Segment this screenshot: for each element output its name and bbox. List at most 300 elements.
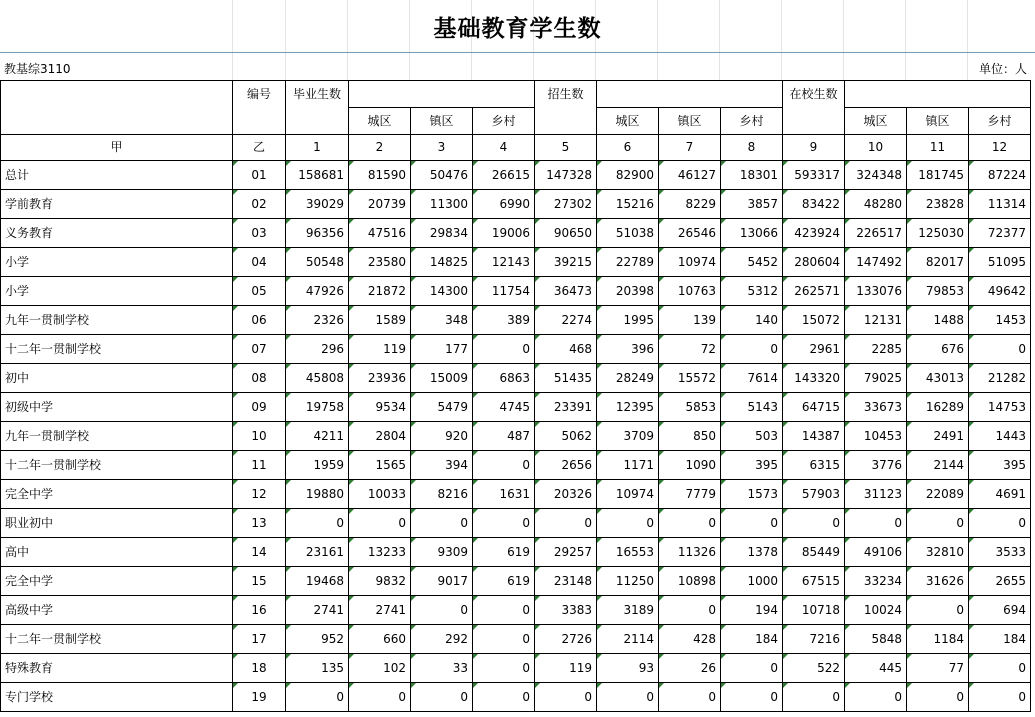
value-cell[interactable]: 21282 bbox=[969, 364, 1031, 393]
value-cell[interactable]: 445 bbox=[845, 654, 907, 683]
value-cell[interactable]: 0 bbox=[473, 683, 535, 712]
value-cell[interactable]: 2274 bbox=[535, 306, 597, 335]
value-cell[interactable]: 14825 bbox=[411, 248, 473, 277]
value-cell[interactable]: 0 bbox=[969, 683, 1031, 712]
value-cell[interactable]: 27302 bbox=[535, 190, 597, 219]
row-code-cell[interactable]: 14 bbox=[233, 538, 286, 567]
header-rural[interactable]: 乡村 bbox=[473, 108, 535, 135]
value-cell[interactable]: 158681 bbox=[286, 161, 349, 190]
header-enrollment[interactable]: 招生数 bbox=[535, 81, 597, 135]
value-cell[interactable]: 0 bbox=[597, 683, 659, 712]
value-cell[interactable]: 28249 bbox=[597, 364, 659, 393]
value-cell[interactable]: 19006 bbox=[473, 219, 535, 248]
header-col-number[interactable]: 12 bbox=[969, 135, 1031, 161]
value-cell[interactable]: 77 bbox=[907, 654, 969, 683]
value-cell[interactable]: 5848 bbox=[845, 625, 907, 654]
value-cell[interactable]: 22789 bbox=[597, 248, 659, 277]
value-cell[interactable]: 32810 bbox=[907, 538, 969, 567]
value-cell[interactable]: 0 bbox=[659, 596, 721, 625]
row-code-cell[interactable]: 08 bbox=[233, 364, 286, 393]
value-cell[interactable]: 14300 bbox=[411, 277, 473, 306]
value-cell[interactable]: 1378 bbox=[721, 538, 783, 567]
value-cell[interactable]: 3709 bbox=[597, 422, 659, 451]
value-cell[interactable]: 0 bbox=[473, 654, 535, 683]
row-label-cell[interactable]: 总计 bbox=[1, 161, 233, 190]
value-cell[interactable]: 292 bbox=[411, 625, 473, 654]
value-cell[interactable]: 2741 bbox=[286, 596, 349, 625]
header-urban[interactable]: 城区 bbox=[597, 108, 659, 135]
value-cell[interactable]: 64715 bbox=[783, 393, 845, 422]
header-enrollment-area-group[interactable] bbox=[597, 81, 783, 108]
value-cell[interactable]: 13066 bbox=[721, 219, 783, 248]
value-cell[interactable]: 5853 bbox=[659, 393, 721, 422]
header-col-number[interactable]: 8 bbox=[721, 135, 783, 161]
value-cell[interactable]: 1565 bbox=[349, 451, 411, 480]
row-code-cell[interactable]: 13 bbox=[233, 509, 286, 538]
value-cell[interactable]: 12395 bbox=[597, 393, 659, 422]
value-cell[interactable]: 19758 bbox=[286, 393, 349, 422]
value-cell[interactable]: 694 bbox=[969, 596, 1031, 625]
value-cell[interactable]: 23391 bbox=[535, 393, 597, 422]
value-cell[interactable]: 0 bbox=[907, 596, 969, 625]
row-code-cell[interactable]: 16 bbox=[233, 596, 286, 625]
value-cell[interactable]: 0 bbox=[473, 596, 535, 625]
row-label-cell[interactable]: 小学 bbox=[1, 248, 233, 277]
value-cell[interactable]: 26 bbox=[659, 654, 721, 683]
value-cell[interactable]: 33673 bbox=[845, 393, 907, 422]
header-town[interactable]: 镇区 bbox=[659, 108, 721, 135]
header-blank-cell[interactable] bbox=[1, 81, 233, 135]
value-cell[interactable]: 1184 bbox=[907, 625, 969, 654]
value-cell[interactable]: 90650 bbox=[535, 219, 597, 248]
value-cell[interactable]: 0 bbox=[721, 509, 783, 538]
value-cell[interactable]: 83422 bbox=[783, 190, 845, 219]
value-cell[interactable]: 3857 bbox=[721, 190, 783, 219]
value-cell[interactable]: 47926 bbox=[286, 277, 349, 306]
value-cell[interactable]: 23148 bbox=[535, 567, 597, 596]
value-cell[interactable]: 10974 bbox=[597, 480, 659, 509]
value-cell[interactable]: 19880 bbox=[286, 480, 349, 509]
header-col-number[interactable]: 7 bbox=[659, 135, 721, 161]
row-label-cell[interactable]: 九年一贯制学校 bbox=[1, 422, 233, 451]
value-cell[interactable]: 18301 bbox=[721, 161, 783, 190]
value-cell[interactable]: 72377 bbox=[969, 219, 1031, 248]
value-cell[interactable]: 0 bbox=[473, 625, 535, 654]
value-cell[interactable]: 15216 bbox=[597, 190, 659, 219]
value-cell[interactable]: 177 bbox=[411, 335, 473, 364]
value-cell[interactable]: 0 bbox=[783, 509, 845, 538]
header-col-number[interactable]: 2 bbox=[349, 135, 411, 161]
value-cell[interactable]: 46127 bbox=[659, 161, 721, 190]
row-code-cell[interactable]: 07 bbox=[233, 335, 286, 364]
value-cell[interactable]: 2655 bbox=[969, 567, 1031, 596]
header-urban[interactable]: 城区 bbox=[845, 108, 907, 135]
value-cell[interactable]: 11754 bbox=[473, 277, 535, 306]
value-cell[interactable]: 0 bbox=[597, 509, 659, 538]
value-cell[interactable]: 1453 bbox=[969, 306, 1031, 335]
value-cell[interactable]: 226517 bbox=[845, 219, 907, 248]
value-cell[interactable]: 676 bbox=[907, 335, 969, 364]
value-cell[interactable]: 72 bbox=[659, 335, 721, 364]
value-cell[interactable]: 39215 bbox=[535, 248, 597, 277]
value-cell[interactable]: 395 bbox=[969, 451, 1031, 480]
value-cell[interactable]: 29834 bbox=[411, 219, 473, 248]
value-cell[interactable]: 396 bbox=[597, 335, 659, 364]
value-cell[interactable]: 143320 bbox=[783, 364, 845, 393]
value-cell[interactable]: 0 bbox=[907, 683, 969, 712]
value-cell[interactable]: 1171 bbox=[597, 451, 659, 480]
value-cell[interactable]: 184 bbox=[969, 625, 1031, 654]
value-cell[interactable]: 619 bbox=[473, 567, 535, 596]
header-col-number[interactable]: 3 bbox=[411, 135, 473, 161]
value-cell[interactable]: 593317 bbox=[783, 161, 845, 190]
value-cell[interactable]: 1488 bbox=[907, 306, 969, 335]
value-cell[interactable]: 1090 bbox=[659, 451, 721, 480]
value-cell[interactable]: 45808 bbox=[286, 364, 349, 393]
value-cell[interactable]: 2656 bbox=[535, 451, 597, 480]
value-cell[interactable]: 14753 bbox=[969, 393, 1031, 422]
value-cell[interactable]: 57903 bbox=[783, 480, 845, 509]
value-cell[interactable]: 5062 bbox=[535, 422, 597, 451]
value-cell[interactable]: 135 bbox=[286, 654, 349, 683]
value-cell[interactable]: 51435 bbox=[535, 364, 597, 393]
header-graduates[interactable]: 毕业生数 bbox=[286, 81, 349, 135]
value-cell[interactable]: 81590 bbox=[349, 161, 411, 190]
value-cell[interactable]: 0 bbox=[721, 654, 783, 683]
value-cell[interactable]: 15009 bbox=[411, 364, 473, 393]
value-cell[interactable]: 2326 bbox=[286, 306, 349, 335]
row-code-cell[interactable]: 05 bbox=[233, 277, 286, 306]
value-cell[interactable]: 9534 bbox=[349, 393, 411, 422]
value-cell[interactable]: 2741 bbox=[349, 596, 411, 625]
value-cell[interactable]: 3776 bbox=[845, 451, 907, 480]
value-cell[interactable]: 10024 bbox=[845, 596, 907, 625]
header-col-number[interactable]: 4 bbox=[473, 135, 535, 161]
value-cell[interactable]: 16289 bbox=[907, 393, 969, 422]
value-cell[interactable]: 7779 bbox=[659, 480, 721, 509]
value-cell[interactable]: 0 bbox=[969, 335, 1031, 364]
value-cell[interactable]: 1631 bbox=[473, 480, 535, 509]
value-cell[interactable]: 20398 bbox=[597, 277, 659, 306]
value-cell[interactable]: 23580 bbox=[349, 248, 411, 277]
value-cell[interactable]: 395 bbox=[721, 451, 783, 480]
value-cell[interactable]: 262571 bbox=[783, 277, 845, 306]
value-cell[interactable]: 10718 bbox=[783, 596, 845, 625]
value-cell[interactable]: 15072 bbox=[783, 306, 845, 335]
header-rural[interactable]: 乡村 bbox=[969, 108, 1031, 135]
row-code-cell[interactable]: 18 bbox=[233, 654, 286, 683]
value-cell[interactable]: 952 bbox=[286, 625, 349, 654]
value-cell[interactable]: 7614 bbox=[721, 364, 783, 393]
value-cell[interactable]: 1995 bbox=[597, 306, 659, 335]
value-cell[interactable]: 23936 bbox=[349, 364, 411, 393]
value-cell[interactable]: 10033 bbox=[349, 480, 411, 509]
row-code-cell[interactable]: 02 bbox=[233, 190, 286, 219]
header-in-school[interactable]: 在校生数 bbox=[783, 81, 845, 135]
row-code-cell[interactable]: 01 bbox=[233, 161, 286, 190]
row-label-cell[interactable]: 专门学校 bbox=[1, 683, 233, 712]
header-in-school-area-group[interactable] bbox=[845, 81, 1031, 108]
value-cell[interactable]: 5452 bbox=[721, 248, 783, 277]
value-cell[interactable]: 31626 bbox=[907, 567, 969, 596]
value-cell[interactable]: 87224 bbox=[969, 161, 1031, 190]
value-cell[interactable]: 20739 bbox=[349, 190, 411, 219]
table-row bbox=[1, 393, 1031, 422]
row-code-cell[interactable]: 12 bbox=[233, 480, 286, 509]
row-code-cell[interactable]: 17 bbox=[233, 625, 286, 654]
value-cell[interactable]: 125030 bbox=[907, 219, 969, 248]
value-cell[interactable]: 11300 bbox=[411, 190, 473, 219]
value-cell[interactable]: 79853 bbox=[907, 277, 969, 306]
value-cell[interactable]: 49106 bbox=[845, 538, 907, 567]
table-row bbox=[1, 625, 1031, 654]
value-cell[interactable]: 1589 bbox=[349, 306, 411, 335]
value-cell[interactable]: 324348 bbox=[845, 161, 907, 190]
row-label-cell[interactable]: 初级中学 bbox=[1, 393, 233, 422]
row-label-cell[interactable]: 特殊教育 bbox=[1, 654, 233, 683]
value-cell[interactable]: 920 bbox=[411, 422, 473, 451]
value-cell[interactable]: 0 bbox=[473, 509, 535, 538]
value-cell[interactable]: 29257 bbox=[535, 538, 597, 567]
value-cell[interactable]: 4691 bbox=[969, 480, 1031, 509]
value-cell[interactable]: 79025 bbox=[845, 364, 907, 393]
value-cell[interactable]: 26615 bbox=[473, 161, 535, 190]
value-cell[interactable]: 1443 bbox=[969, 422, 1031, 451]
value-cell[interactable]: 7216 bbox=[783, 625, 845, 654]
row-label-cell[interactable]: 十二年一贯制学校 bbox=[1, 335, 233, 364]
value-cell[interactable]: 33234 bbox=[845, 567, 907, 596]
value-cell[interactable]: 147492 bbox=[845, 248, 907, 277]
row-label-cell[interactable]: 十二年一贯制学校 bbox=[1, 625, 233, 654]
value-cell[interactable]: 12143 bbox=[473, 248, 535, 277]
value-cell[interactable]: 9017 bbox=[411, 567, 473, 596]
value-cell[interactable]: 0 bbox=[535, 683, 597, 712]
value-cell[interactable]: 14387 bbox=[783, 422, 845, 451]
row-code-cell[interactable]: 06 bbox=[233, 306, 286, 335]
value-cell[interactable]: 36473 bbox=[535, 277, 597, 306]
value-cell[interactable]: 296 bbox=[286, 335, 349, 364]
header-rural[interactable]: 乡村 bbox=[721, 108, 783, 135]
value-cell[interactable]: 487 bbox=[473, 422, 535, 451]
row-label-cell[interactable]: 九年一贯制学校 bbox=[1, 306, 233, 335]
value-cell[interactable]: 0 bbox=[286, 683, 349, 712]
value-cell[interactable]: 0 bbox=[411, 683, 473, 712]
value-cell[interactable]: 11250 bbox=[597, 567, 659, 596]
value-cell[interactable]: 119 bbox=[349, 335, 411, 364]
value-cell[interactable]: 5143 bbox=[721, 393, 783, 422]
value-cell[interactable]: 19468 bbox=[286, 567, 349, 596]
value-cell[interactable]: 50476 bbox=[411, 161, 473, 190]
table-row bbox=[1, 161, 1031, 190]
value-cell[interactable]: 4211 bbox=[286, 422, 349, 451]
value-cell[interactable]: 31123 bbox=[845, 480, 907, 509]
value-cell[interactable]: 5479 bbox=[411, 393, 473, 422]
value-cell[interactable]: 0 bbox=[783, 683, 845, 712]
value-cell[interactable]: 428 bbox=[659, 625, 721, 654]
value-cell[interactable]: 0 bbox=[845, 509, 907, 538]
value-cell[interactable]: 0 bbox=[969, 509, 1031, 538]
header-col-number[interactable]: 11 bbox=[907, 135, 969, 161]
value-cell[interactable]: 15572 bbox=[659, 364, 721, 393]
value-cell[interactable]: 9309 bbox=[411, 538, 473, 567]
value-cell[interactable]: 280604 bbox=[783, 248, 845, 277]
row-label-cell[interactable]: 学前教育 bbox=[1, 190, 233, 219]
value-cell[interactable]: 39029 bbox=[286, 190, 349, 219]
value-cell[interactable]: 6315 bbox=[783, 451, 845, 480]
value-cell[interactable]: 23161 bbox=[286, 538, 349, 567]
value-cell[interactable]: 12131 bbox=[845, 306, 907, 335]
row-code-cell[interactable]: 04 bbox=[233, 248, 286, 277]
header-col-yi[interactable]: 乙 bbox=[233, 135, 286, 161]
value-cell[interactable]: 0 bbox=[473, 451, 535, 480]
value-cell[interactable]: 0 bbox=[349, 509, 411, 538]
value-cell[interactable]: 0 bbox=[845, 683, 907, 712]
value-cell[interactable]: 619 bbox=[473, 538, 535, 567]
value-cell[interactable]: 0 bbox=[411, 596, 473, 625]
value-cell[interactable]: 8229 bbox=[659, 190, 721, 219]
value-cell[interactable]: 194 bbox=[721, 596, 783, 625]
value-cell[interactable]: 3189 bbox=[597, 596, 659, 625]
row-label-cell[interactable]: 小学 bbox=[1, 277, 233, 306]
value-cell[interactable]: 22089 bbox=[907, 480, 969, 509]
value-cell[interactable]: 394 bbox=[411, 451, 473, 480]
value-cell[interactable]: 11314 bbox=[969, 190, 1031, 219]
value-cell[interactable]: 13233 bbox=[349, 538, 411, 567]
value-cell[interactable]: 0 bbox=[907, 509, 969, 538]
value-cell[interactable]: 850 bbox=[659, 422, 721, 451]
value-cell[interactable]: 10453 bbox=[845, 422, 907, 451]
value-cell[interactable]: 93 bbox=[597, 654, 659, 683]
value-cell[interactable]: 20326 bbox=[535, 480, 597, 509]
value-cell[interactable]: 49642 bbox=[969, 277, 1031, 306]
value-cell[interactable]: 0 bbox=[659, 509, 721, 538]
value-cell[interactable]: 522 bbox=[783, 654, 845, 683]
value-cell[interactable]: 47516 bbox=[349, 219, 411, 248]
value-cell[interactable]: 67515 bbox=[783, 567, 845, 596]
header-town[interactable]: 镇区 bbox=[907, 108, 969, 135]
value-cell[interactable]: 0 bbox=[535, 509, 597, 538]
value-cell[interactable]: 82900 bbox=[597, 161, 659, 190]
row-label-cell[interactable]: 初中 bbox=[1, 364, 233, 393]
value-cell[interactable]: 0 bbox=[286, 509, 349, 538]
value-cell[interactable]: 2726 bbox=[535, 625, 597, 654]
value-cell[interactable]: 0 bbox=[411, 509, 473, 538]
value-cell[interactable]: 2114 bbox=[597, 625, 659, 654]
value-cell[interactable]: 8216 bbox=[411, 480, 473, 509]
row-code-cell[interactable]: 11 bbox=[233, 451, 286, 480]
value-cell[interactable]: 0 bbox=[969, 654, 1031, 683]
value-cell[interactable]: 389 bbox=[473, 306, 535, 335]
value-cell[interactable]: 5312 bbox=[721, 277, 783, 306]
header-number[interactable]: 编号 bbox=[233, 81, 286, 135]
value-cell[interactable]: 139 bbox=[659, 306, 721, 335]
value-cell[interactable]: 1573 bbox=[721, 480, 783, 509]
row-code-cell[interactable]: 19 bbox=[233, 683, 286, 712]
value-cell[interactable]: 102 bbox=[349, 654, 411, 683]
value-cell[interactable]: 2285 bbox=[845, 335, 907, 364]
value-cell[interactable]: 3383 bbox=[535, 596, 597, 625]
value-cell[interactable]: 184 bbox=[721, 625, 783, 654]
header-town[interactable]: 镇区 bbox=[411, 108, 473, 135]
value-cell[interactable]: 2144 bbox=[907, 451, 969, 480]
value-cell[interactable]: 21872 bbox=[349, 277, 411, 306]
value-cell[interactable]: 51038 bbox=[597, 219, 659, 248]
value-cell[interactable]: 2804 bbox=[349, 422, 411, 451]
value-cell[interactable]: 119 bbox=[535, 654, 597, 683]
row-code-cell[interactable]: 15 bbox=[233, 567, 286, 596]
value-cell[interactable]: 423924 bbox=[783, 219, 845, 248]
value-cell[interactable]: 1000 bbox=[721, 567, 783, 596]
value-cell[interactable]: 10974 bbox=[659, 248, 721, 277]
value-cell[interactable]: 11326 bbox=[659, 538, 721, 567]
row-label-cell[interactable]: 完全中学 bbox=[1, 567, 233, 596]
value-cell[interactable]: 23828 bbox=[907, 190, 969, 219]
value-cell[interactable]: 0 bbox=[721, 335, 783, 364]
value-cell[interactable]: 0 bbox=[473, 335, 535, 364]
value-cell[interactable]: 48280 bbox=[845, 190, 907, 219]
value-cell[interactable]: 2961 bbox=[783, 335, 845, 364]
value-cell[interactable]: 1959 bbox=[286, 451, 349, 480]
value-cell[interactable]: 9832 bbox=[349, 567, 411, 596]
value-cell[interactable]: 503 bbox=[721, 422, 783, 451]
value-cell[interactable]: 6863 bbox=[473, 364, 535, 393]
value-cell[interactable]: 43013 bbox=[907, 364, 969, 393]
value-cell[interactable]: 33 bbox=[411, 654, 473, 683]
value-cell[interactable]: 51095 bbox=[969, 248, 1031, 277]
row-code-cell[interactable]: 03 bbox=[233, 219, 286, 248]
value-cell[interactable]: 16553 bbox=[597, 538, 659, 567]
header-col-number[interactable]: 9 bbox=[783, 135, 845, 161]
value-cell[interactable]: 181745 bbox=[907, 161, 969, 190]
value-cell[interactable]: 2491 bbox=[907, 422, 969, 451]
value-cell[interactable]: 133076 bbox=[845, 277, 907, 306]
value-cell[interactable]: 660 bbox=[349, 625, 411, 654]
header-graduates-area-group[interactable] bbox=[349, 81, 535, 108]
row-code-cell[interactable]: 10 bbox=[233, 422, 286, 451]
value-cell[interactable]: 147328 bbox=[535, 161, 597, 190]
row-label-cell[interactable]: 义务教育 bbox=[1, 219, 233, 248]
value-cell[interactable]: 0 bbox=[349, 683, 411, 712]
value-cell[interactable]: 6990 bbox=[473, 190, 535, 219]
row-label-cell[interactable]: 高中 bbox=[1, 538, 233, 567]
value-cell[interactable]: 85449 bbox=[783, 538, 845, 567]
row-label-cell[interactable]: 十二年一贯制学校 bbox=[1, 451, 233, 480]
value-cell[interactable]: 140 bbox=[721, 306, 783, 335]
value-cell[interactable]: 348 bbox=[411, 306, 473, 335]
value-cell[interactable]: 10763 bbox=[659, 277, 721, 306]
row-label-cell[interactable]: 高级中学 bbox=[1, 596, 233, 625]
header-col-number[interactable]: 5 bbox=[535, 135, 597, 161]
value-cell[interactable]: 82017 bbox=[907, 248, 969, 277]
header-col-number[interactable]: 1 bbox=[286, 135, 349, 161]
value-cell[interactable]: 4745 bbox=[473, 393, 535, 422]
value-cell[interactable]: 0 bbox=[721, 683, 783, 712]
value-cell[interactable]: 50548 bbox=[286, 248, 349, 277]
value-cell[interactable]: 3533 bbox=[969, 538, 1031, 567]
row-code-cell[interactable]: 09 bbox=[233, 393, 286, 422]
header-urban[interactable]: 城区 bbox=[349, 108, 411, 135]
header-col-number[interactable]: 10 bbox=[845, 135, 907, 161]
row-label-cell[interactable]: 完全中学 bbox=[1, 480, 233, 509]
header-col-jia[interactable]: 甲 bbox=[1, 135, 233, 161]
row-label-cell[interactable]: 职业初中 bbox=[1, 509, 233, 538]
value-cell[interactable]: 10898 bbox=[659, 567, 721, 596]
value-cell[interactable]: 26546 bbox=[659, 219, 721, 248]
value-cell[interactable]: 96356 bbox=[286, 219, 349, 248]
header-col-number[interactable]: 6 bbox=[597, 135, 659, 161]
value-cell[interactable]: 0 bbox=[659, 683, 721, 712]
value-cell[interactable]: 468 bbox=[535, 335, 597, 364]
